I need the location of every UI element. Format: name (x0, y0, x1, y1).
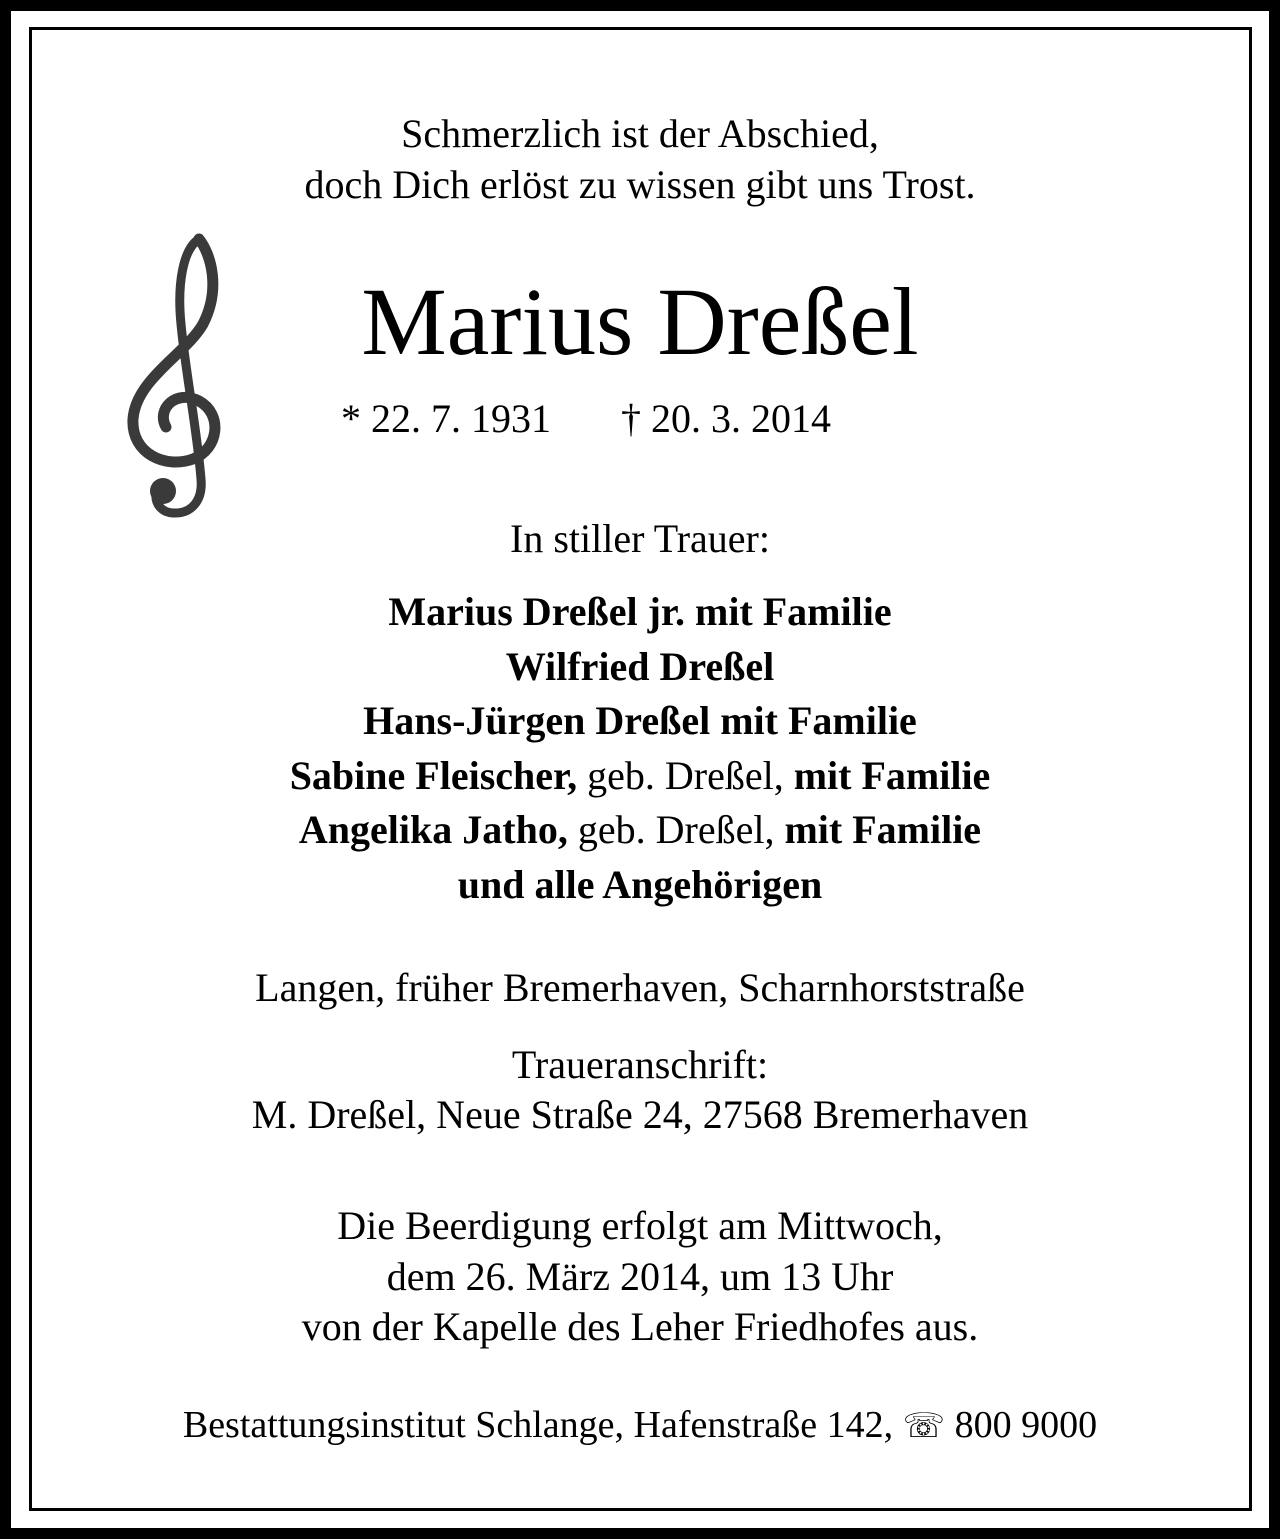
funeral-line-2: dem 26. März 2014, um 13 Uhr (386, 1253, 894, 1299)
birth-date: * 22. 7. 1931 (341, 396, 551, 441)
motto (11, 108, 1269, 210)
motto-line-2: doch Dich erlöst zu wissen gibt uns Trost. (304, 162, 976, 207)
phone-icon: ☏ (902, 1406, 946, 1446)
funeral-line-1: Die Beerdigung erfolgt am Mittwoch, (337, 1203, 943, 1248)
undertaker-text: Bestattungsinstitut Schlange, Hafenstraße 142, (182, 1404, 894, 1446)
funeral-line-3: von der Kapelle des Leher Friedhofes aus. (301, 1304, 979, 1349)
mourner-name: Angelika Jatho, (298, 807, 568, 852)
mourner-maiden-name: geb. Dreßel, (567, 807, 785, 852)
motto-line-1: Schmerzlich ist der Abschied, (401, 111, 879, 156)
notice-content (11, 11, 1269, 1528)
undertaker-phone: 800 9000 (954, 1404, 1098, 1446)
mourner-family: mit Familie (793, 752, 991, 798)
mourner-line (11, 585, 1269, 640)
address-label: Traueranschrift: (511, 1042, 769, 1087)
mourner-line (11, 640, 1269, 695)
life-dates (341, 394, 831, 444)
mourner-maiden-name: geb. Dreßel, (577, 752, 794, 798)
mourner-name: Hans-Jürgen Dreßel mit Familie (363, 698, 917, 743)
mourner-name: Sabine Fleischer, (289, 752, 578, 798)
mourner-name: und alle Angehörigen (457, 861, 823, 907)
mourning-heading: In stiller Trauer: (510, 516, 770, 561)
mourner-name: Wilfried Dreßel (505, 643, 775, 689)
obituary-notice (11, 11, 1269, 1528)
death-date: † 20. 3. 2014 (621, 396, 831, 441)
mourner-line (11, 858, 1269, 913)
mourner-line (11, 694, 1269, 749)
address-value: M. Dreßel, Neue Straße 24, 27568 Bremerhaven (251, 1092, 1029, 1137)
deceased-name: Marius Dreßel (361, 268, 919, 375)
mourning-address (11, 1040, 1269, 1140)
mourner-family: mit Familie (784, 807, 982, 852)
mourner-line (11, 803, 1269, 858)
funeral-details (11, 1201, 1269, 1353)
mourners-list (11, 585, 1269, 912)
place-line: Langen, früher Bremerhaven, Scharnhorststraße (255, 965, 1025, 1010)
mourner-name: Marius Dreßel jr. mit Familie (388, 589, 892, 634)
undertaker-line (11, 1400, 1269, 1451)
mourner-line (11, 749, 1269, 804)
